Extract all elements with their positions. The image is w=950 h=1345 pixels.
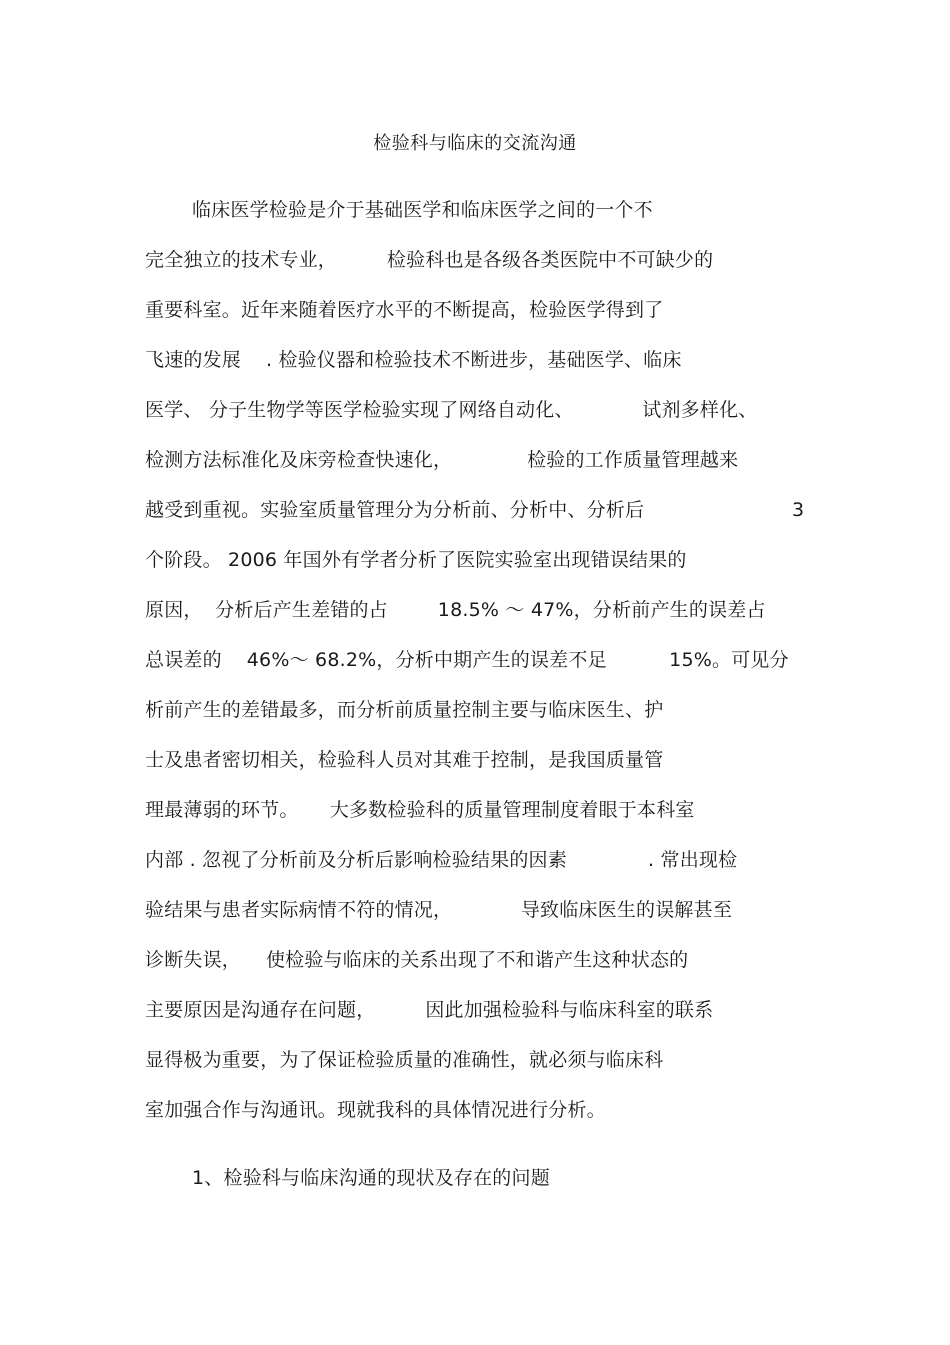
trailing-number: 3 xyxy=(792,499,805,521)
paragraph-line: 越受到重视。实验室质量管理分为分析前、分析中、分析后 xyxy=(145,499,645,521)
paragraph-line: 士及患者密切相关，检验科人员对其难于控制，是我国质量管 xyxy=(145,749,664,771)
paragraph-line: 诊断失误， 使检验与临床的关系出现了不和谐产生这种状态的 xyxy=(145,949,689,971)
paragraph-line: 医学、 分子生物学等医学检验实现了网络自动化、 试剂多样化、 xyxy=(145,399,758,421)
document-title: 检验科与临床的交流沟通 xyxy=(373,133,577,154)
paragraph-line: 原因， 分析后产生差错的占 18.5% ～ 47%，分析前产生的误差占 xyxy=(145,599,766,621)
paragraph-line: 主要原因是沟通存在问题， 因此加强检验科与临床科室的联系 xyxy=(145,999,714,1021)
paragraph-line: 室加强合作与沟通讯。现就我科的具体情况进行分析。 xyxy=(145,1099,606,1121)
paragraph-line: 重要科室。近年来随着医疗水平的不断提高，检验医学得到了 xyxy=(145,299,664,321)
paragraph-line: 析前产生的差错最多，而分析前质量控制主要与临床医生、护 xyxy=(145,699,664,721)
section-heading: 1、检验科与临床沟通的现状及存在的问题 xyxy=(192,1167,550,1189)
paragraph-line: 个阶段。 2006 年国外有学者分析了医院实验室出现错误结果的 xyxy=(145,549,687,571)
paragraph-line: 显得极为重要，为了保证检验质量的准确性，就必须与临床科 xyxy=(145,1049,664,1071)
paragraph-line: 总误差的 46%～ 68.2%，分析中期产生的误差不足 15%。可见分 xyxy=(145,649,789,671)
paragraph-line: 飞速的发展 . 检验仪器和检验技术不断进步，基础医学、临床 xyxy=(145,349,682,371)
paragraph-line: 内部 . 忽视了分析前及分析后影响检验结果的因素 . 常出现检 xyxy=(145,849,738,871)
paragraph-line: 临床医学检验是介于基础医学和临床医学之间的一个不 xyxy=(192,199,653,221)
paragraph-line: 检测方法标准化及床旁检查快速化， 检验的工作质量管理越来 xyxy=(145,449,739,471)
paragraph-line: 验结果与患者实际病情不符的情况， 导致临床医生的误解甚至 xyxy=(145,899,733,921)
paragraph-line: 完全独立的技术专业， 检验科也是各级各类医院中不可缺少的 xyxy=(145,249,714,271)
paragraph-line: 理最薄弱的环节。 大多数检验科的质量管理制度着眼于本科室 xyxy=(145,799,695,821)
